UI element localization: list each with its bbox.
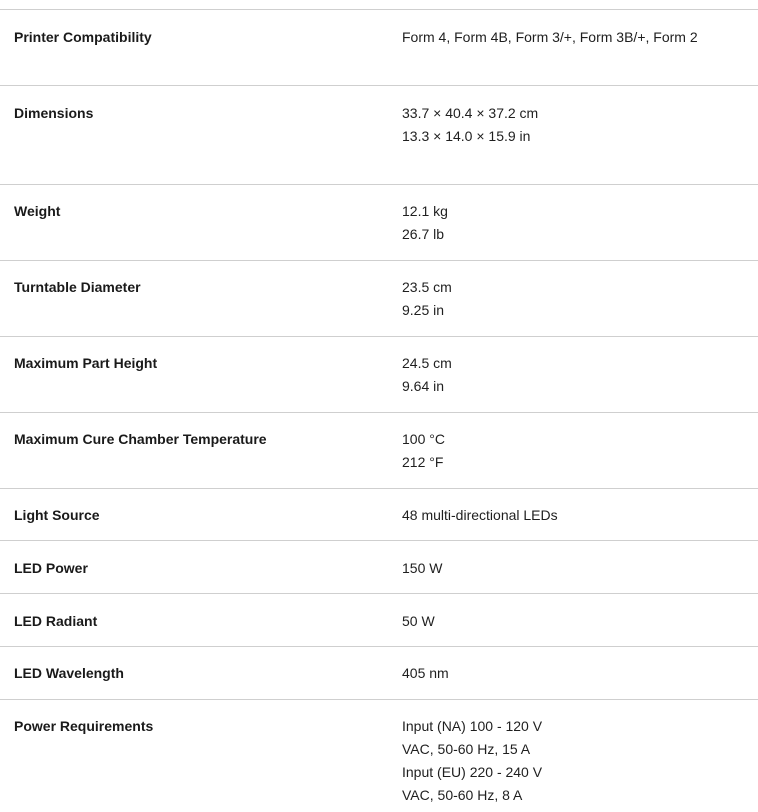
spec-label: Turntable Diameter — [14, 279, 141, 295]
spec-value: Input (NA) 100 - 120 V — [402, 718, 543, 734]
spec-values — [402, 104, 752, 148]
spec-value: VAC, 50-60 Hz, 8 A — [402, 787, 523, 803]
spec-values — [402, 717, 752, 807]
spec-values — [402, 278, 752, 322]
spec-value: 100 °C — [402, 431, 445, 447]
spec-value: 9.25 in — [402, 302, 445, 318]
row-divider — [0, 593, 758, 594]
spec-value: 405 nm — [402, 665, 449, 681]
spec-label: Maximum Part Height — [14, 355, 158, 371]
spec-value: 12.1 kg — [402, 203, 448, 219]
row-divider — [0, 488, 758, 489]
spec-value: 23.5 cm — [402, 279, 452, 295]
spec-label: Weight — [14, 203, 61, 219]
spec-value: 9.64 in — [402, 378, 445, 394]
spec-value: 48 multi-directional LEDs — [402, 507, 558, 523]
spec-values — [402, 354, 752, 398]
spec-label: LED Power — [14, 560, 88, 576]
spec-label: Printer Compatibility — [14, 29, 152, 45]
row-divider — [0, 540, 758, 541]
row-divider — [0, 336, 758, 337]
spec-value: 150 W — [402, 560, 443, 576]
spec-values — [402, 28, 752, 49]
row-divider — [0, 260, 758, 261]
spec-value: Form 4, Form 4B, Form 3/+, Form 3B/+, Form 2 — [402, 29, 698, 45]
row-divider — [0, 699, 758, 700]
spec-label: Dimensions — [14, 105, 94, 121]
spec-value: VAC, 50-60 Hz, 15 A — [402, 741, 531, 757]
spec-label: Light Source — [14, 507, 100, 523]
spec-value: 13.3 × 14.0 × 15.9 in — [402, 128, 531, 144]
row-divider — [0, 184, 758, 185]
spec-value: 50 W — [402, 613, 435, 629]
spec-value: 33.7 × 40.4 × 37.2 cm — [402, 105, 539, 121]
spec-label: LED Radiant — [14, 613, 98, 629]
spec-value: 212 °F — [402, 454, 444, 470]
spec-label: LED Wavelength — [14, 665, 124, 681]
spec-label: Maximum Cure Chamber Temperature — [14, 431, 267, 447]
spec-value: 24.5 cm — [402, 355, 452, 371]
spec-value: Input (EU) 220 - 240 V — [402, 764, 543, 780]
spec-values — [402, 202, 752, 246]
row-divider — [0, 412, 758, 413]
row-divider — [0, 85, 758, 86]
spec-values — [402, 430, 752, 474]
spec-values — [402, 559, 752, 580]
spec-values — [402, 506, 752, 527]
row-divider — [0, 646, 758, 647]
spec-values — [402, 612, 752, 633]
spec-label: Power Requirements — [14, 718, 154, 734]
spec-value: 26.7 lb — [402, 226, 445, 242]
row-divider — [0, 9, 758, 10]
spec-values — [402, 664, 752, 685]
